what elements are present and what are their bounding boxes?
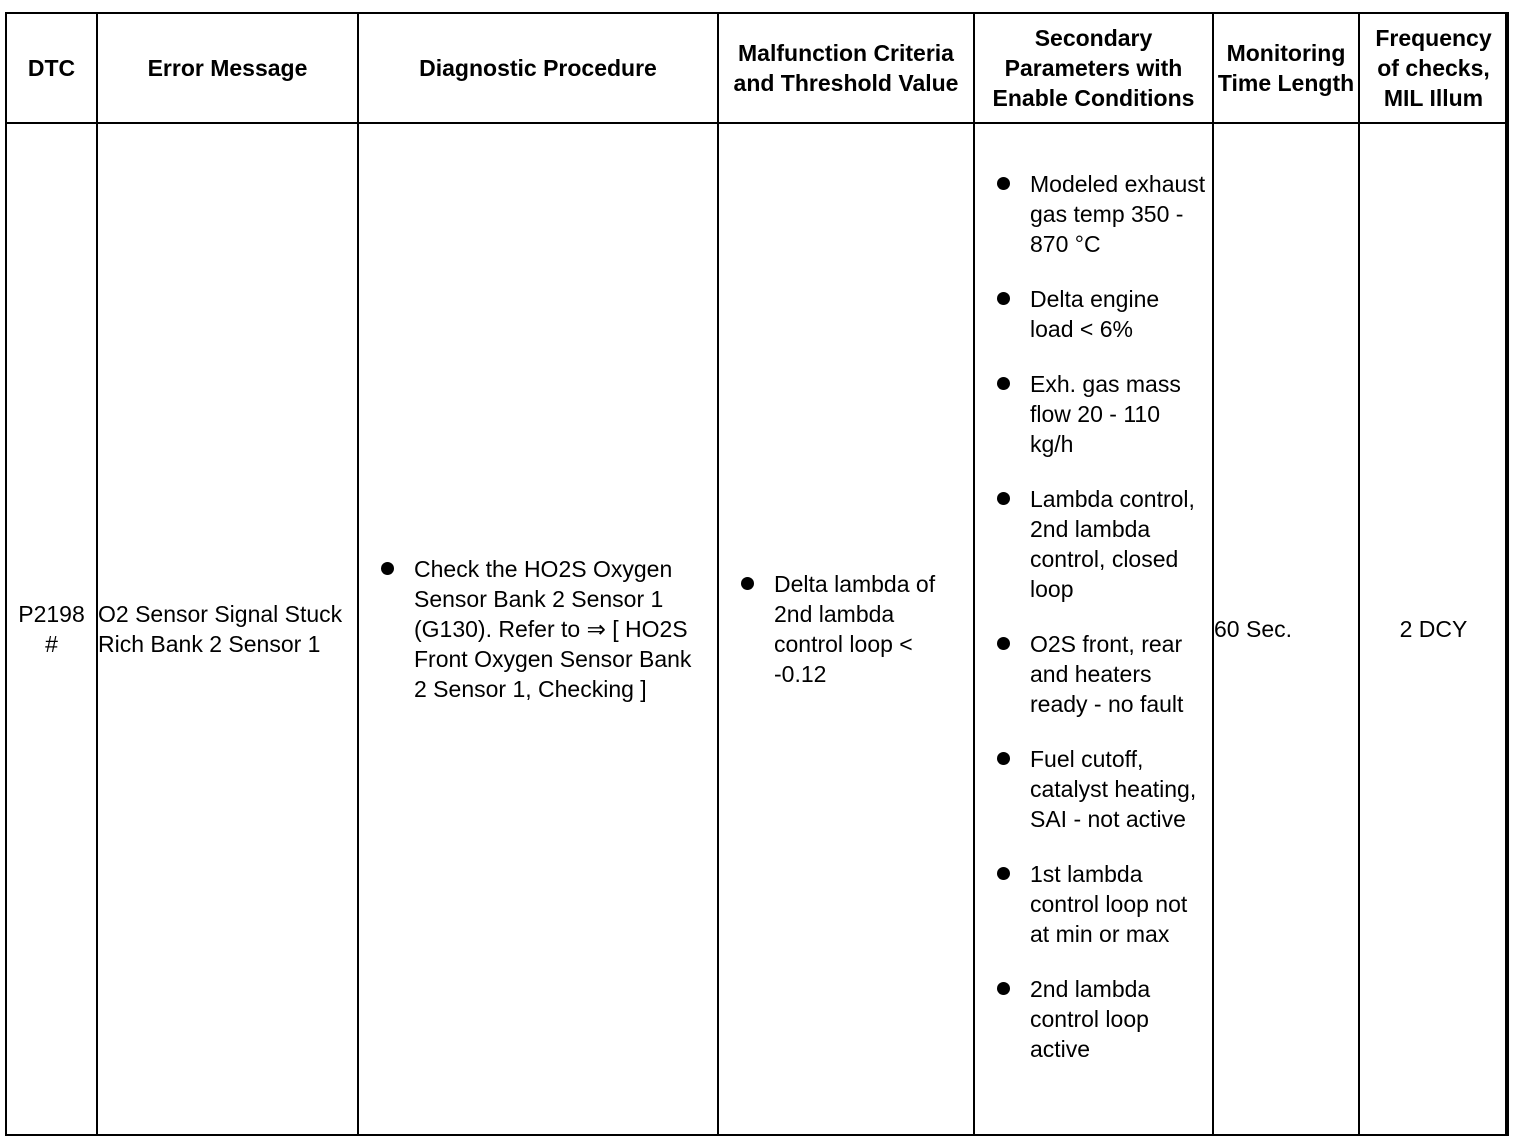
diagnostic-procedure-list [359, 554, 717, 704]
header-dtc: DTC [6, 13, 97, 123]
list-item-text: O2S front, rear and heaters ready - no fault [1030, 631, 1184, 717]
list-item [359, 554, 717, 704]
list-item-text: Delta lambda of 2nd lambda control loop < -0.12 [774, 571, 936, 687]
list-item-text: Delta engine load < 6% [1030, 286, 1160, 342]
frequency [1359, 123, 1508, 1135]
table-row [6, 123, 1508, 1135]
header-diagnostic-procedure: Diagnostic Procedure [358, 13, 718, 123]
monitoring-time-text: 60 Sec. [1214, 616, 1292, 642]
header-error-message: Error Message [97, 13, 358, 123]
bullet-icon [997, 867, 1010, 880]
bullet-icon [997, 492, 1010, 505]
header-row [6, 13, 1508, 123]
list-item [975, 744, 1212, 834]
dtc-table [5, 12, 1509, 1136]
secondary-parameters [974, 123, 1213, 1135]
bullet-icon [381, 562, 394, 575]
bullet-icon [997, 982, 1010, 995]
list-item [975, 974, 1212, 1064]
frequency-text: 2 DCY [1399, 616, 1468, 642]
list-item [719, 569, 973, 689]
bullet-icon [997, 752, 1010, 765]
bullet-icon [997, 292, 1010, 305]
bullet-icon [997, 177, 1010, 190]
list-item [975, 369, 1212, 459]
list-item-text: 2nd lambda control loop active [1030, 976, 1151, 1062]
list-item [975, 484, 1212, 604]
monitoring-time [1213, 123, 1359, 1135]
dtc-code [6, 123, 97, 1135]
error-message-text: O2 Sensor Signal Stuck Rich Bank 2 Sensor 1 [98, 601, 343, 657]
list-item-text: Lambda control, 2nd lambda control, closed loop [1030, 486, 1195, 602]
secondary-parameters-list [975, 169, 1212, 1064]
header-monitoring-time: Monitoring Time Length [1213, 13, 1359, 123]
list-item-text: Check the HO2S Oxygen Sensor Bank 2 Sensor 1 (G130). Refer to ⇒ [ HO2S Front Oxygen Sensor Bank 2 Sensor 1, Checking ] [414, 556, 692, 702]
list-item-text: 1st lambda control loop not at min or max [1030, 861, 1188, 947]
list-item [975, 169, 1212, 259]
dtc-code-text: P2198 # [18, 601, 85, 657]
header-malfunction-criteria: Malfunction Criteria and Threshold Value [718, 13, 974, 123]
error-message [97, 123, 358, 1135]
list-item-text: Modeled exhaust gas temp 350 - 870 °C [1030, 171, 1206, 257]
list-item [975, 859, 1212, 949]
header-secondary-parameters: Secondary Parameters with Enable Conditions [974, 13, 1213, 123]
bullet-icon [997, 377, 1010, 390]
malfunction-criteria [718, 123, 974, 1135]
bullet-icon [741, 577, 754, 590]
diagnostic-procedure [358, 123, 718, 1135]
header-frequency: Frequency of checks, MIL Illum [1359, 13, 1508, 123]
list-item [975, 629, 1212, 719]
list-item [975, 284, 1212, 344]
malfunction-criteria-list [719, 569, 973, 689]
list-item-text: Exh. gas mass flow 20 - 110 kg/h [1030, 371, 1181, 457]
list-item-text: Fuel cutoff, catalyst heating, SAI - not active [1030, 746, 1197, 832]
bullet-icon [997, 637, 1010, 650]
